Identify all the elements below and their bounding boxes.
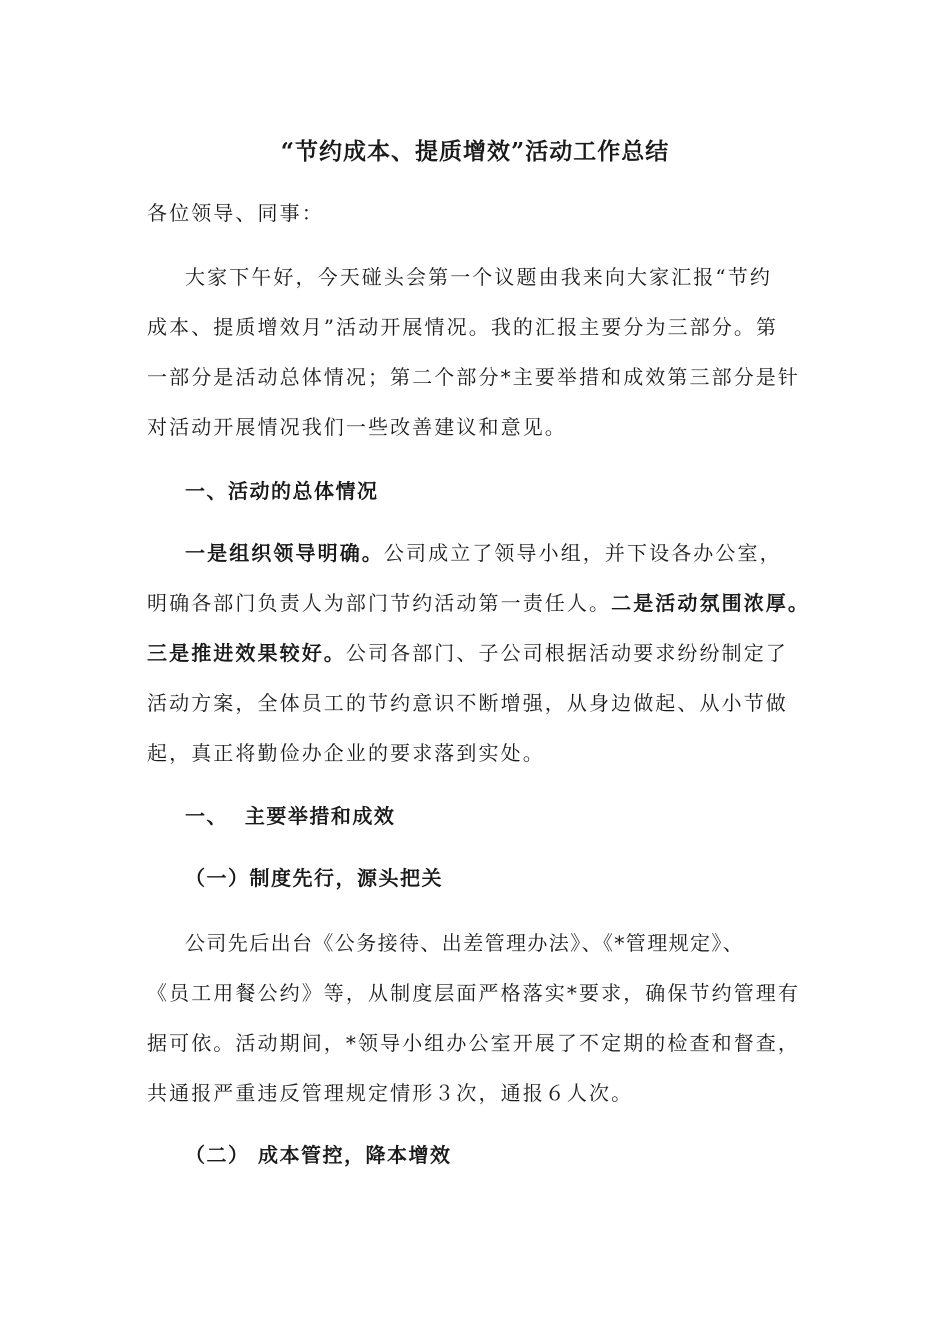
subsection-1-heading: （一）制度先行，源头把关 xyxy=(185,866,443,890)
intro-line-1: 大家下午好，今天碰头会第一个议题由我来向大家汇报“节约 xyxy=(185,265,772,289)
subsection-1-line-3: 据可依。活动期间，*领导小组办公室开展了不定期的检查和督查， xyxy=(147,1031,800,1055)
salutation: 各位领导、同事： xyxy=(147,201,324,225)
section-2-heading: 一、 主要举措和成效 xyxy=(185,804,396,828)
subsection-1-line-4: 共通报严重违反管理规定情形３次，通报６人次。 xyxy=(147,1081,634,1105)
intro-line-2: 成本、提质增效月”活动开展情况。我的汇报主要分为三部分。第 xyxy=(147,315,779,339)
point-3-text: 公司各部门、子公司根据活动要求纷纷制定了 xyxy=(345,641,788,665)
point-1-text-cont: 明确各部门负责人为部门节约活动第一责任人。 xyxy=(147,591,612,615)
section-1-paragraph-line-3 xyxy=(147,638,788,668)
section-1-paragraph-line-2 xyxy=(147,588,810,618)
document-title: “节约成本、提质增效”活动工作总结 xyxy=(280,138,670,165)
point-1-text: 公司成立了领导小组，并下设各办公室， xyxy=(383,541,782,565)
intro-line-3: 一部分是活动总体情况；第二个部分*主要举措和成效第三部分是针 xyxy=(147,365,800,389)
intro-line-4: 对活动开展情况我们一些改善建议和意见。 xyxy=(147,415,567,439)
section-1-paragraph-line-5: 起，真正将勤俭办企业的要求落到实处。 xyxy=(147,741,545,765)
subsection-1-line-1: 公司先后出台《公务接待、出差管理办法》、《*管理规定》、 xyxy=(185,931,745,955)
point-2-lead: 二是活动氛围浓厚。 xyxy=(611,591,811,615)
subsection-2-heading: （二） 成本管控，降本增效 xyxy=(185,1143,452,1167)
section-1-paragraph-line-1 xyxy=(185,538,782,568)
section-1-paragraph-line-4: 活动方案，全体员工的节约意识不断增强，从身边做起、从小节做 xyxy=(147,691,788,715)
section-1-heading: 一、活动的总体情况 xyxy=(185,479,379,503)
point-3-lead: 三是推进效果较好。 xyxy=(147,641,346,665)
point-1-lead: 一是组织领导明确。 xyxy=(185,541,384,565)
subsection-1-line-2: 《员工用餐公约》等，从制度层面严格落实*要求，确保节约管理有 xyxy=(147,981,800,1005)
